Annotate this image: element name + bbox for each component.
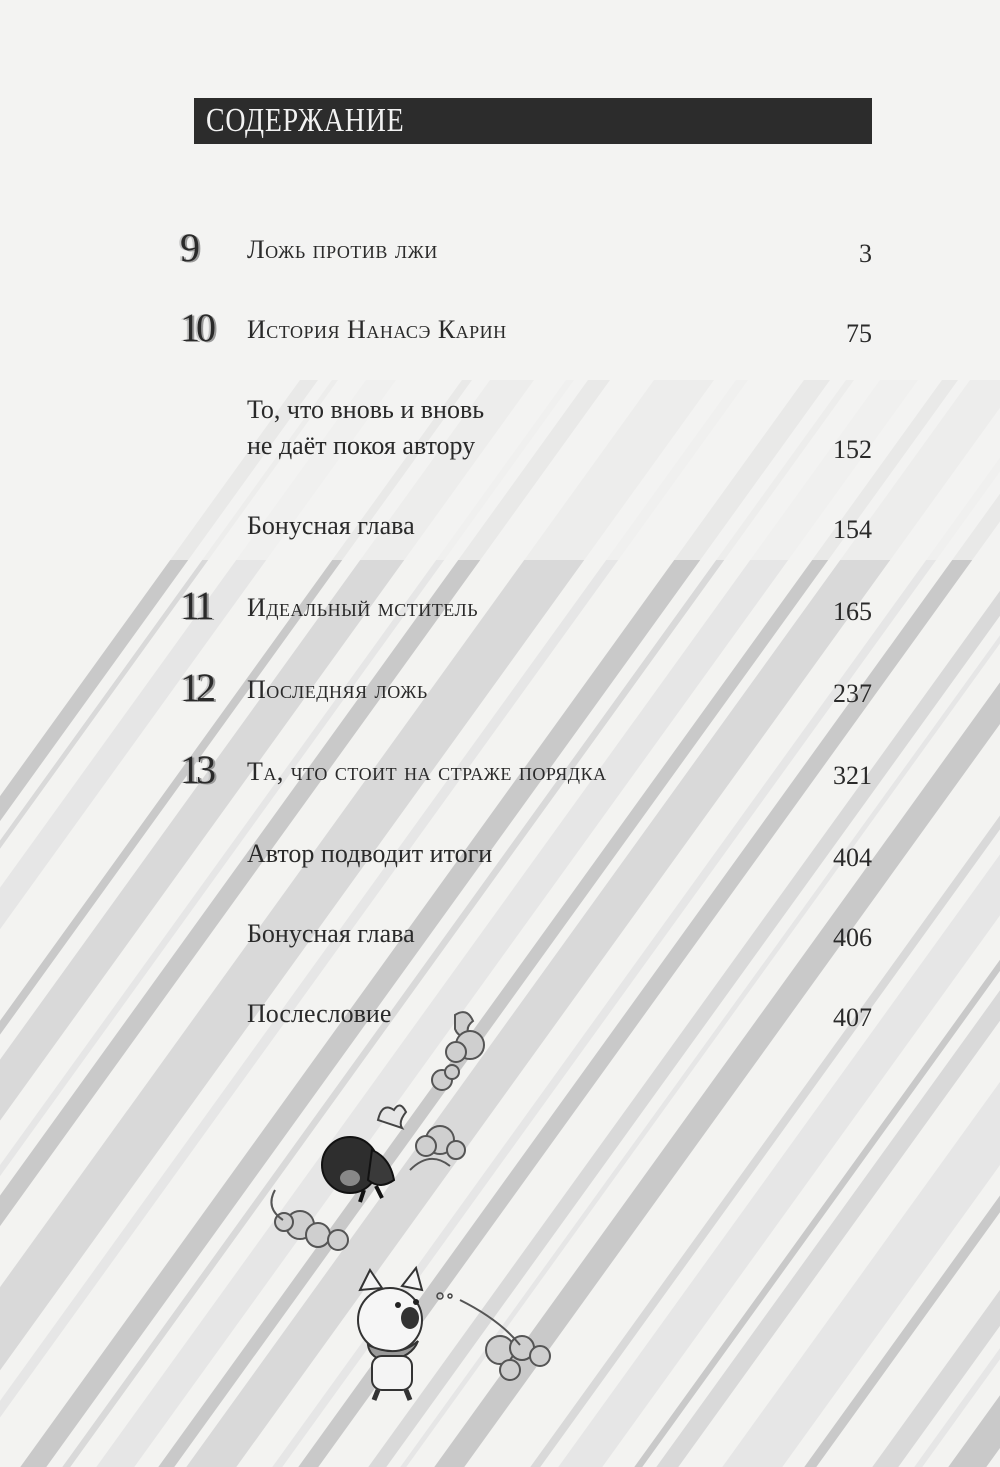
- chapter-title: Та, что стоит на страже порядка: [247, 757, 607, 786]
- page-title: СОДЕРЖАНИЕ: [206, 102, 405, 139]
- chapter-number: 10: [180, 305, 212, 350]
- toc-entry-chapter-12[interactable]: [180, 665, 872, 712]
- toc-entry-bonus-chapter-2[interactable]: [180, 916, 872, 956]
- toc-entry-chapter-10[interactable]: [180, 305, 872, 352]
- page-number: 154: [833, 515, 872, 544]
- section-title: Послесловие: [247, 999, 392, 1028]
- section-title: Автор подводит итоги: [247, 839, 493, 868]
- page-number: 3: [859, 239, 872, 268]
- page-number: 75: [846, 319, 872, 348]
- section-title: Бонусная глава: [247, 919, 415, 948]
- page-number: 152: [833, 435, 872, 464]
- section-title: То, что вновь и вновь не даёт покоя автору: [247, 395, 485, 460]
- toc-entry-author-summary[interactable]: [180, 836, 872, 876]
- toc-entry-chapter-9[interactable]: [180, 225, 872, 272]
- chapter-title: Идеальный мститель: [247, 593, 479, 622]
- toc-entry-chapter-13[interactable]: [180, 747, 872, 794]
- white-cat-creature-icon: [358, 1268, 452, 1400]
- toc-entry-bonus-chapter-1[interactable]: [180, 508, 872, 548]
- page-number: 165: [833, 597, 872, 626]
- page-number: 404: [833, 843, 872, 872]
- toc-entry-author-notes[interactable]: [180, 392, 872, 472]
- chapter-number: 12: [180, 665, 212, 710]
- chapter-number: 13: [180, 747, 212, 792]
- chapter-title: Ложь против лжи: [247, 235, 438, 264]
- chibi-creatures-illustration: [260, 1000, 560, 1410]
- contents-header-bar: [194, 98, 872, 144]
- chapter-number: 11: [180, 583, 211, 628]
- page-number: 406: [833, 923, 872, 952]
- chapter-number: 9: [180, 225, 196, 270]
- section-title: Бонусная глава: [247, 511, 415, 540]
- page-number: 237: [833, 679, 872, 708]
- toc-entry-chapter-11[interactable]: [180, 583, 872, 630]
- page-number: 407: [833, 1003, 872, 1032]
- dark-round-creature-icon: [322, 1105, 406, 1202]
- chapter-title: История Нанасэ Карин: [247, 315, 507, 344]
- page-number: 321: [833, 761, 872, 790]
- chapter-title: Последняя ложь: [247, 675, 428, 704]
